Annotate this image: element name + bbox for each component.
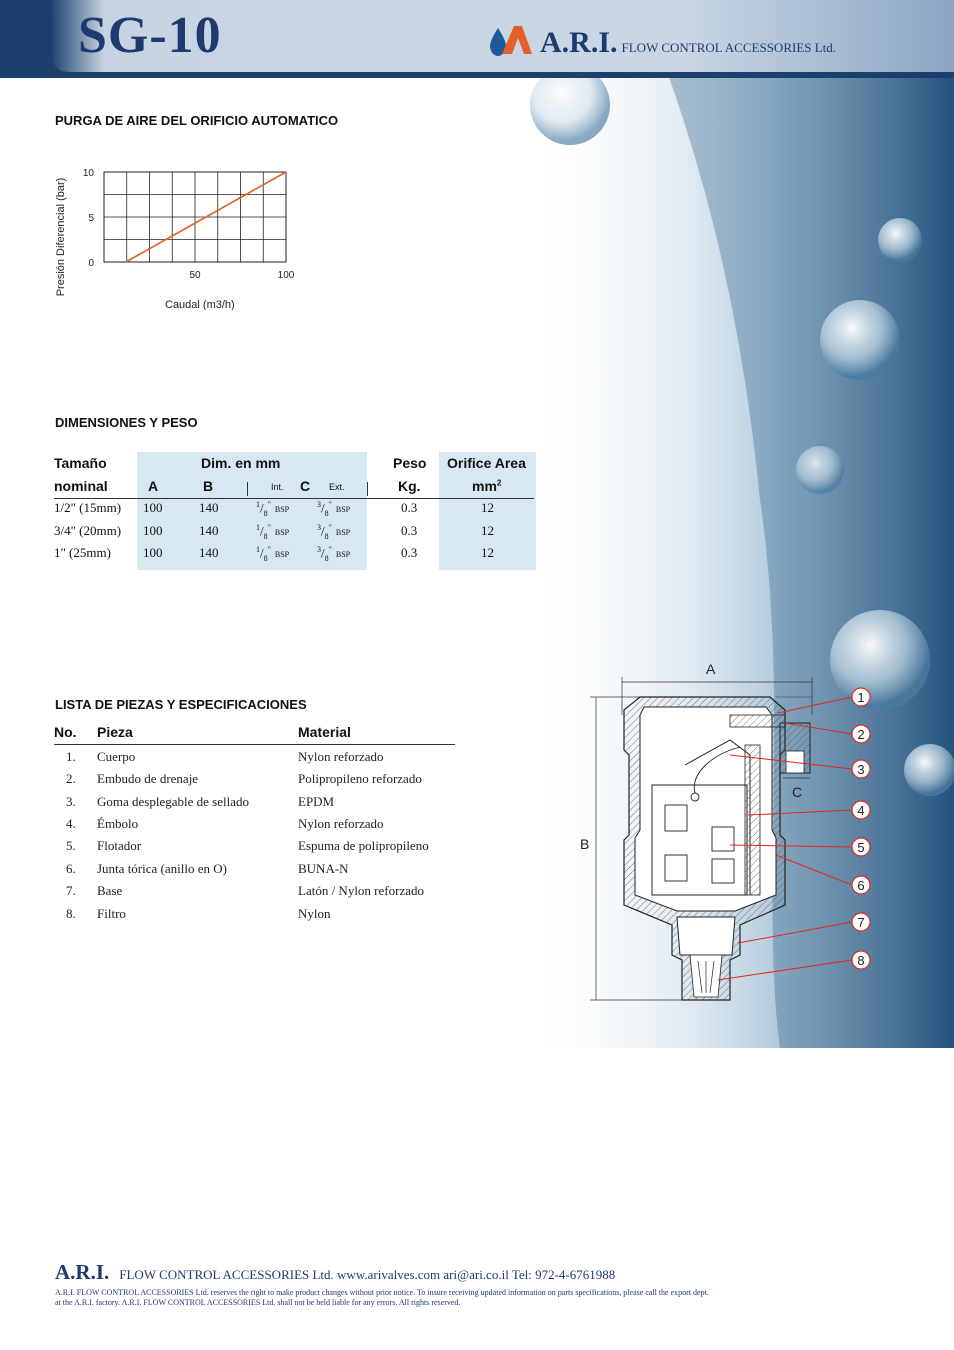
header-nominal: nominal	[54, 478, 108, 494]
part-name: Filtro	[97, 906, 126, 921]
row-kg: 0.3	[401, 523, 418, 538]
row-size: 1" (25mm)	[54, 545, 111, 560]
part-material: EPDM	[298, 794, 335, 809]
part-no: 2.	[66, 771, 76, 786]
divider	[247, 482, 248, 496]
header-material: Material	[298, 724, 351, 740]
header-peso: Peso	[393, 455, 427, 471]
divider	[367, 482, 368, 496]
part-no: 5.	[66, 838, 76, 853]
float	[652, 785, 747, 895]
part-name: Embudo de drenaje	[97, 771, 199, 786]
valve-cross-section-diagram	[580, 655, 880, 1015]
row-c-int: $^1/_8^"BSP$	[256, 500, 290, 518]
part-no: 7.	[66, 883, 76, 898]
callout-number: 5	[857, 840, 865, 855]
header-orifice: Orifice Area	[447, 455, 526, 471]
row-area: 12	[481, 500, 494, 515]
x-axis-label: Caudal (m3/h)	[165, 299, 235, 310]
header-a: A	[148, 478, 159, 494]
flow-chart	[50, 160, 320, 310]
header-rule	[54, 498, 534, 499]
part-name: Base	[97, 883, 123, 898]
part-name: Cuerpo	[97, 749, 136, 764]
part-no: 1.	[66, 749, 76, 764]
callout-number: 6	[857, 878, 865, 893]
row-area: 12	[481, 523, 494, 538]
x-tick-label: 50	[189, 270, 201, 281]
chart-svg	[50, 160, 320, 310]
row-b: 140	[199, 500, 219, 515]
callout-number: 8	[857, 953, 865, 968]
part-no: 8.	[66, 906, 76, 921]
header-kg: Kg.	[398, 478, 421, 494]
parts-header-rule	[54, 744, 455, 745]
row-b: 140	[199, 545, 219, 560]
chart-heading: PURGA DE AIRE DEL ORIFICIO AUTOMATICO	[55, 113, 339, 128]
ari-logo-icon	[486, 24, 532, 60]
header-b: B	[203, 478, 214, 494]
footer-disclaimer	[55, 1288, 855, 1308]
callout-number: 7	[857, 915, 865, 930]
part-name: Flotador	[97, 838, 142, 853]
header-int: Int.	[271, 482, 284, 492]
brand-name: A.R.I.	[540, 26, 618, 59]
y-tick-label: 10	[82, 168, 94, 179]
row-c-ext: $^3/_8^"BSP$	[317, 545, 351, 563]
header-no: No.	[54, 724, 77, 740]
dimensions-heading: DIMENSIONES Y PESO	[55, 415, 198, 430]
row-kg: 0.3	[401, 500, 418, 515]
part-material: Nylon reforzado	[298, 749, 384, 764]
dim-a-label: A	[706, 661, 716, 677]
callout-number: 4	[857, 803, 865, 818]
page-title: SG-10	[78, 7, 222, 64]
footer-brand	[55, 1260, 615, 1285]
header-ext: Ext.	[329, 482, 345, 492]
parts-heading: LISTA DE PIEZAS Y ESPECIFICACIONES	[55, 697, 307, 712]
header-dim: Dim. en mm	[201, 455, 281, 471]
part-name: Goma desplegable de sellado	[97, 794, 249, 809]
y-tick-label: 5	[88, 213, 94, 224]
footer-disclaimer-line: A.R.I. FLOW CONTROL ACCESSORIES Ltd. reserves the right to make product changes without prior notice. To insure receiving updated information on parts specifications, please call the export dept.	[55, 1288, 709, 1297]
footer-contact-line: FLOW CONTROL ACCESSORIES Ltd. www.arivalves.com ari@ari.co.il Tel: 972-4-6761988	[119, 1267, 616, 1282]
header-mm2: $mm^2$	[472, 478, 502, 494]
row-size: 1/2" (15mm)	[54, 500, 122, 515]
row-a: 100	[143, 523, 163, 538]
part-no: 4.	[66, 816, 76, 831]
part-material: Nylon	[298, 906, 331, 921]
row-area: 12	[481, 545, 494, 560]
footer-disclaimer-line: at the A.R.I. factory. A.R.I. FLOW CONTROL ACCESSORIES Ltd. shall not be held liable for any errors. All rights reserved.	[55, 1298, 461, 1307]
row-c-ext: $^3/_8^"BSP$	[317, 523, 351, 541]
part-material: Nylon reforzado	[298, 816, 384, 831]
part-material: Polipropileno reforzado	[298, 771, 422, 786]
row-b: 140	[199, 523, 219, 538]
dim-b-label: B	[580, 836, 590, 852]
row-kg: 0.3	[401, 545, 418, 560]
callout-markers	[852, 688, 870, 969]
brand-subtitle: FLOW CONTROL ACCESSORIES Ltd.	[621, 40, 837, 55]
dim-c-label: C	[792, 784, 803, 800]
row-c-ext: $^3/_8^"BSP$	[317, 500, 351, 518]
dimensions-table	[54, 452, 536, 570]
row-size: 3/4" (20mm)	[54, 523, 122, 538]
part-name: Junta tórica (anillo en O)	[97, 861, 227, 876]
part-no: 6.	[66, 861, 76, 876]
row-c-int: $^1/_8^"BSP$	[256, 545, 290, 563]
part-no: 3.	[66, 794, 76, 809]
part-material: Espuma de polipropileno	[298, 838, 429, 853]
header-tamano: Tamaño	[54, 455, 107, 471]
part-material: Latón / Nylon reforzado	[298, 883, 424, 898]
part-material: BUNA-N	[298, 861, 349, 876]
header-c: C	[300, 478, 311, 494]
row-a: 100	[143, 500, 163, 515]
y-tick-label: 0	[88, 258, 94, 269]
callout-number: 3	[857, 762, 865, 777]
callout-number: 1	[857, 690, 865, 705]
header-pieza: Pieza	[97, 724, 133, 740]
row-a: 100	[143, 545, 163, 560]
brand-header	[486, 24, 836, 60]
footer-logo: A.R.I.	[55, 1260, 110, 1284]
x-tick-label: 100	[277, 270, 295, 281]
row-c-int: $^1/_8^"BSP$	[256, 523, 290, 541]
y-axis-label: Presión Diferencial (bar)	[55, 177, 67, 297]
callout-number: 2	[857, 727, 865, 742]
part-name: Émbolo	[97, 816, 139, 831]
